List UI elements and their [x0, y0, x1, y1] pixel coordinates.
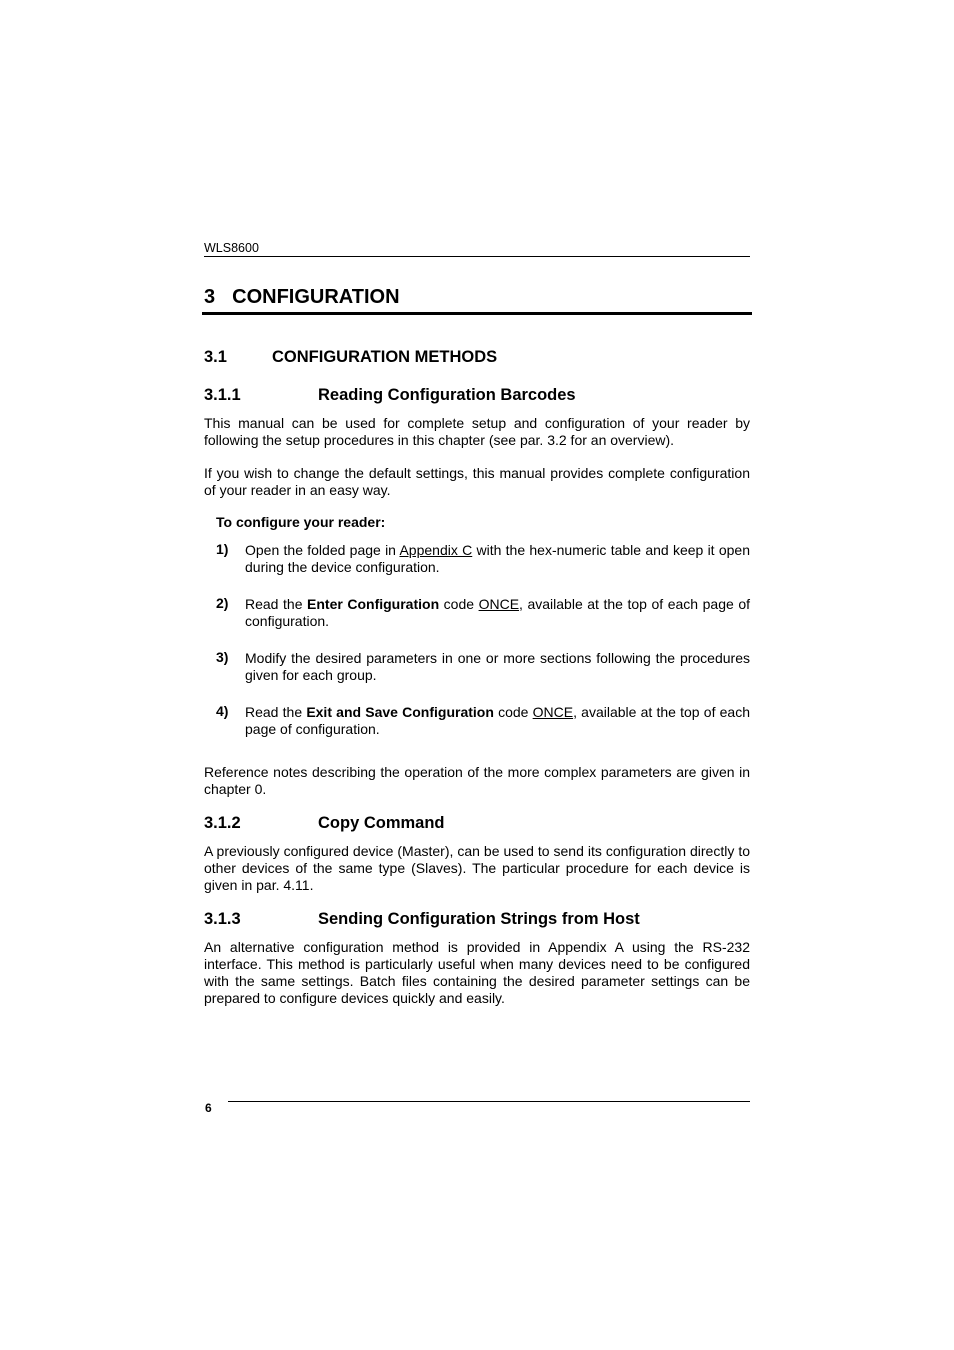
step-text-4: [245, 704, 750, 738]
step-2-bold: Enter Configuration: [307, 596, 440, 612]
step-4-text-b: , available at the top of each page of configuration.: [245, 704, 750, 737]
paragraph-intro: This manual can be used for complete setup and configuration of your reader by following the setup procedures in this chapter (see par. 3.2 for an overview).: [204, 415, 750, 448]
chapter-rule: [202, 312, 752, 315]
step-2-text-b: , available at the top of each page of configuration.: [245, 596, 750, 629]
paragraph-reference: Reference notes describing the operation of the more complex parameters are given in chapter 0.: [204, 764, 750, 797]
step-number-2: 2): [216, 595, 229, 611]
appendix-c-link[interactable]: Appendix C: [399, 542, 473, 558]
step-4-text-mid: code: [493, 704, 533, 720]
step-number-4: 4): [216, 703, 229, 719]
step-4-text-a: Read the: [245, 704, 307, 720]
subsection-number-3: 3.1.3: [204, 910, 241, 928]
chapter-heading: [204, 286, 400, 309]
step-1-text-a: Open the folded page in: [245, 542, 400, 558]
step-4-once: ONCE: [532, 704, 574, 720]
step-text-2: [245, 596, 750, 630]
step-2-text-mid: code: [439, 596, 479, 612]
chapter-number: 3: [204, 286, 216, 308]
step-number-1: 1): [216, 541, 229, 557]
step-2-text-a: Read the: [245, 596, 308, 612]
paragraph-host-strings: An alternative configuration method is provided in Appendix A using the RS-232 interface. This method is particularly useful when many devices need to be configured with the same settings. Batch files containing the desired parameter settings can be prepared to configure devices quickly and easily.: [204, 939, 750, 1006]
step-4-bold: Exit and Save Configuration: [306, 704, 494, 720]
subsection-number-2: 3.1.2: [204, 814, 241, 832]
step-text-1: [245, 542, 750, 576]
subsection-number-1: 3.1.1: [204, 386, 241, 404]
header-rule: [204, 256, 750, 257]
step-2-once: ONCE: [478, 596, 520, 612]
paragraph-defaults: If you wish to change the default settings, this manual provides complete configuration of your reader in an easy way.: [204, 465, 750, 498]
subsection-title-3: Sending Configuration Strings from Host: [318, 910, 640, 928]
step-text-3: Modify the desired parameters in one or more sections following the procedures given for each group.: [245, 650, 750, 683]
section-number: 3.1: [204, 348, 227, 366]
running-header: WLS8600: [204, 241, 259, 255]
section-title: CONFIGURATION METHODS: [272, 348, 498, 366]
page-number: 6: [205, 1101, 212, 1115]
paragraph-copy-command: A previously configured device (Master), can be used to send its configuration directly to other devices of the same type (Slaves). The particular procedure for each device is given in par. 4.11.: [204, 843, 750, 893]
step-number-3: 3): [216, 649, 229, 665]
footer-rule: [228, 1101, 750, 1102]
step-1-text-b: with the hex-numeric table and keep it open during the device configuration.: [245, 542, 750, 575]
chapter-title: CONFIGURATION: [232, 286, 400, 308]
subsection-title-2: Copy Command: [318, 814, 445, 832]
subsection-title-1: Reading Configuration Barcodes: [318, 386, 576, 404]
procedure-lead: To configure your reader:: [216, 514, 386, 530]
